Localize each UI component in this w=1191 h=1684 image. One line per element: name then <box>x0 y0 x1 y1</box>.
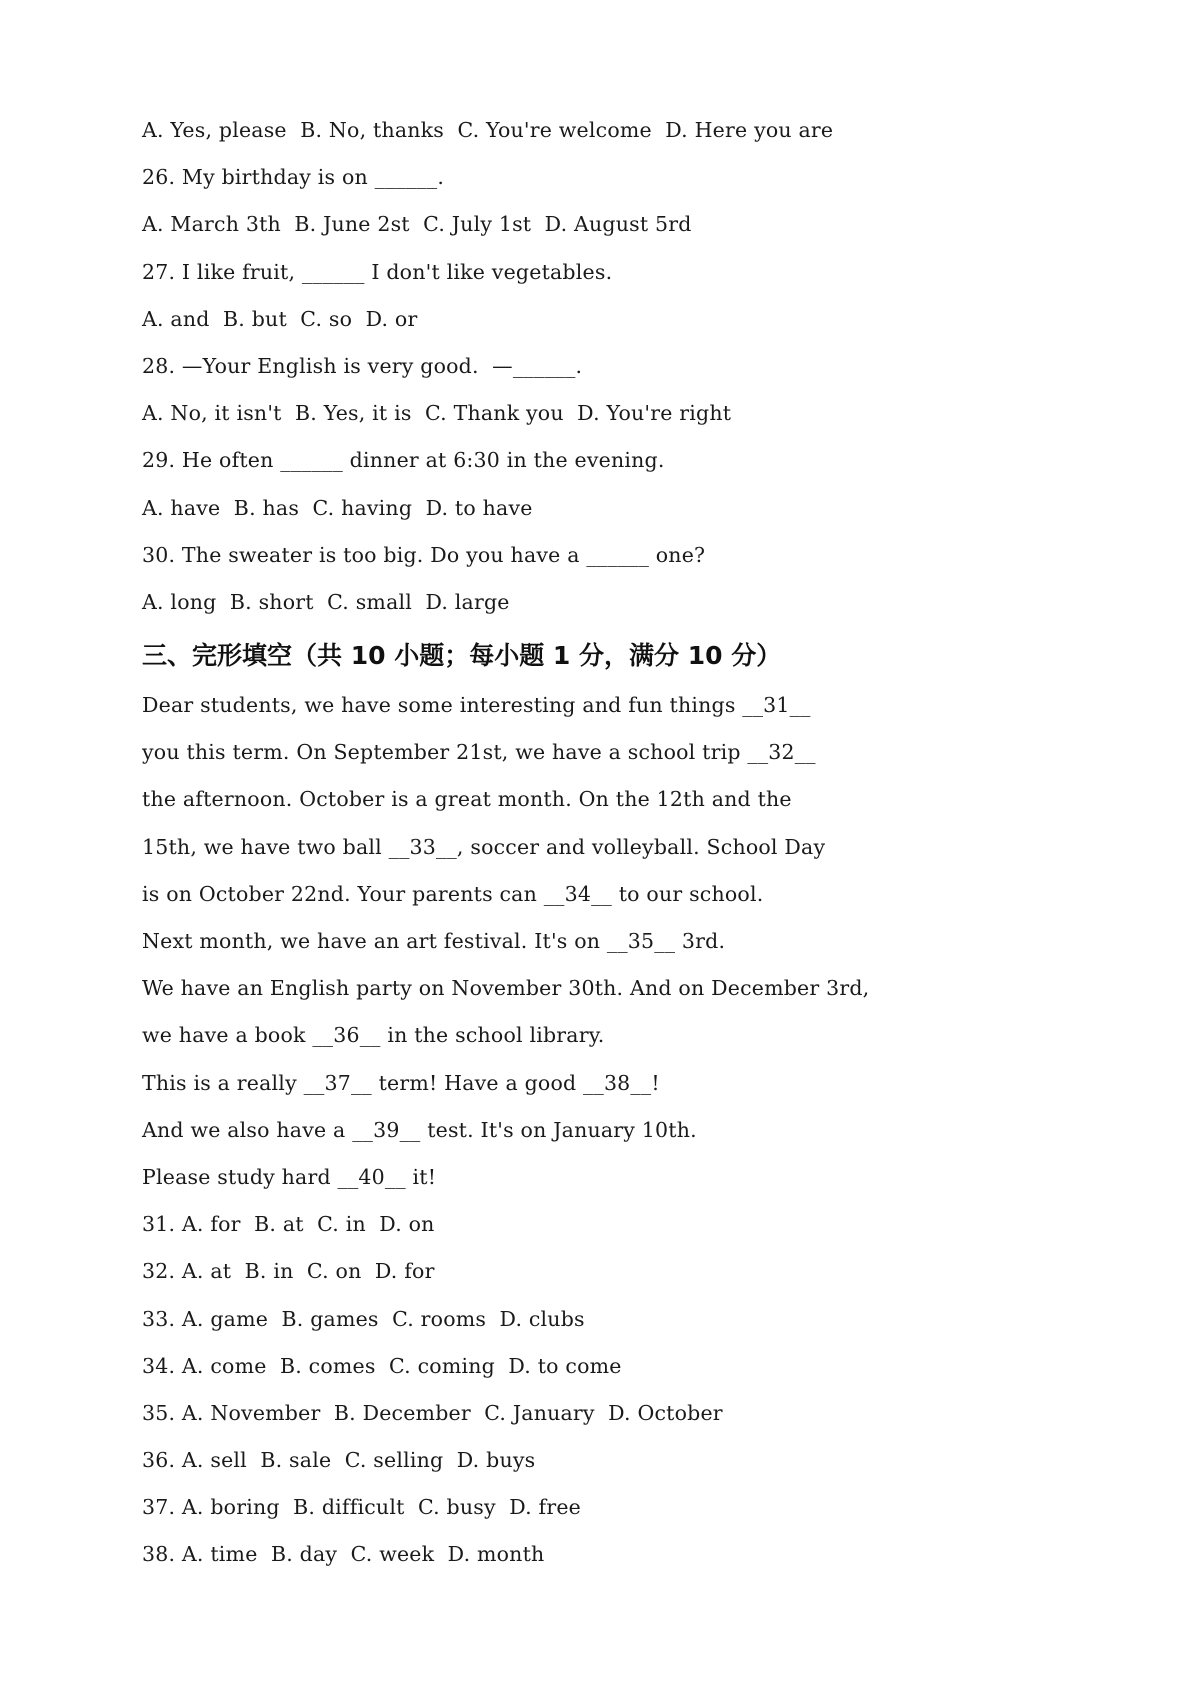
passage-line: Next month, we have an art festival. It's on __35__ 3rd. <box>142 929 726 953</box>
multiple-choice-part <box>142 107 1122 626</box>
section-3-heading: 三、完形填空（共 10 小题；每小题 1 分，满分 10 分） <box>142 641 782 671</box>
page-content <box>142 107 1122 1579</box>
question-27: 27. I like fruit, ______ I don't like vegetables. <box>142 259 613 284</box>
answer-options-27: A. and B. but C. so D. or <box>142 306 418 331</box>
passage-line: the afternoon. October is a great month. On the 12th and the <box>142 787 792 812</box>
passage-line: you this term. On September 21st, we have a school trip __32__ <box>142 740 816 765</box>
cloze-option-37: 37. A. boring B. difficult C. busy D. free <box>142 1495 581 1520</box>
passage-line: And we also have a __39__ test. It's on January 10th. <box>142 1117 697 1142</box>
answer-options-28: A. No, it isn't B. Yes, it is C. Thank you D. You're right <box>142 401 732 426</box>
cloze-option-36: 36. A. sell B. sale C. selling D. buys <box>142 1448 536 1473</box>
question-30: 30. The sweater is too big. Do you have a ______ one? <box>142 542 706 567</box>
cloze-option-34: 34. A. come B. comes C. coming D. to come <box>142 1353 622 1378</box>
question-26: 26. My birthday is on ______. <box>142 165 445 190</box>
cloze-option-31: 31. A. for B. at C. in D. on <box>142 1212 435 1237</box>
passage-line: Dear students, we have some interesting and fun things __31__ <box>142 693 811 718</box>
cloze-options <box>142 1201 1122 1579</box>
cloze-passage <box>142 682 1122 1201</box>
question-29: 29. He often ______ dinner at 6:30 in the evening. <box>142 448 665 473</box>
answer-options-29: A. have B. has C. having D. to have <box>142 495 533 520</box>
cloze-option-33: 33. A. game B. games C. rooms D. clubs <box>142 1306 585 1331</box>
passage-line: We have an English party on November 30th. And on December 3rd, <box>142 976 870 1001</box>
answer-options-26: A. March 3th B. June 2st C. July 1st D. August 5rd <box>142 212 692 237</box>
cloze-option-38: 38. A. time B. day C. week D. month <box>142 1542 545 1567</box>
cloze-option-35: 35. A. November B. December C. January D. October <box>142 1400 723 1425</box>
answer-options-25: A. Yes, please B. No, thanks C. You're welcome D. Here you are <box>142 118 834 142</box>
passage-line: This is a really __37__ term! Have a good __38__! <box>142 1070 660 1095</box>
passage-line: is on October 22nd. Your parents can __34__ to our school. <box>142 881 764 906</box>
passage-line: Please study hard __40__ it! <box>142 1164 437 1189</box>
cloze-option-32: 32. A. at B. in C. on D. for <box>142 1259 435 1284</box>
passage-line: 15th, we have two ball __33__, soccer and volleyball. School Day <box>142 834 826 859</box>
passage-line: we have a book __36__ in the school library. <box>142 1023 605 1048</box>
answer-options-30: A. long B. short C. small D. large <box>142 589 510 614</box>
question-28: 28. —Your English is very good. —______. <box>142 353 583 378</box>
